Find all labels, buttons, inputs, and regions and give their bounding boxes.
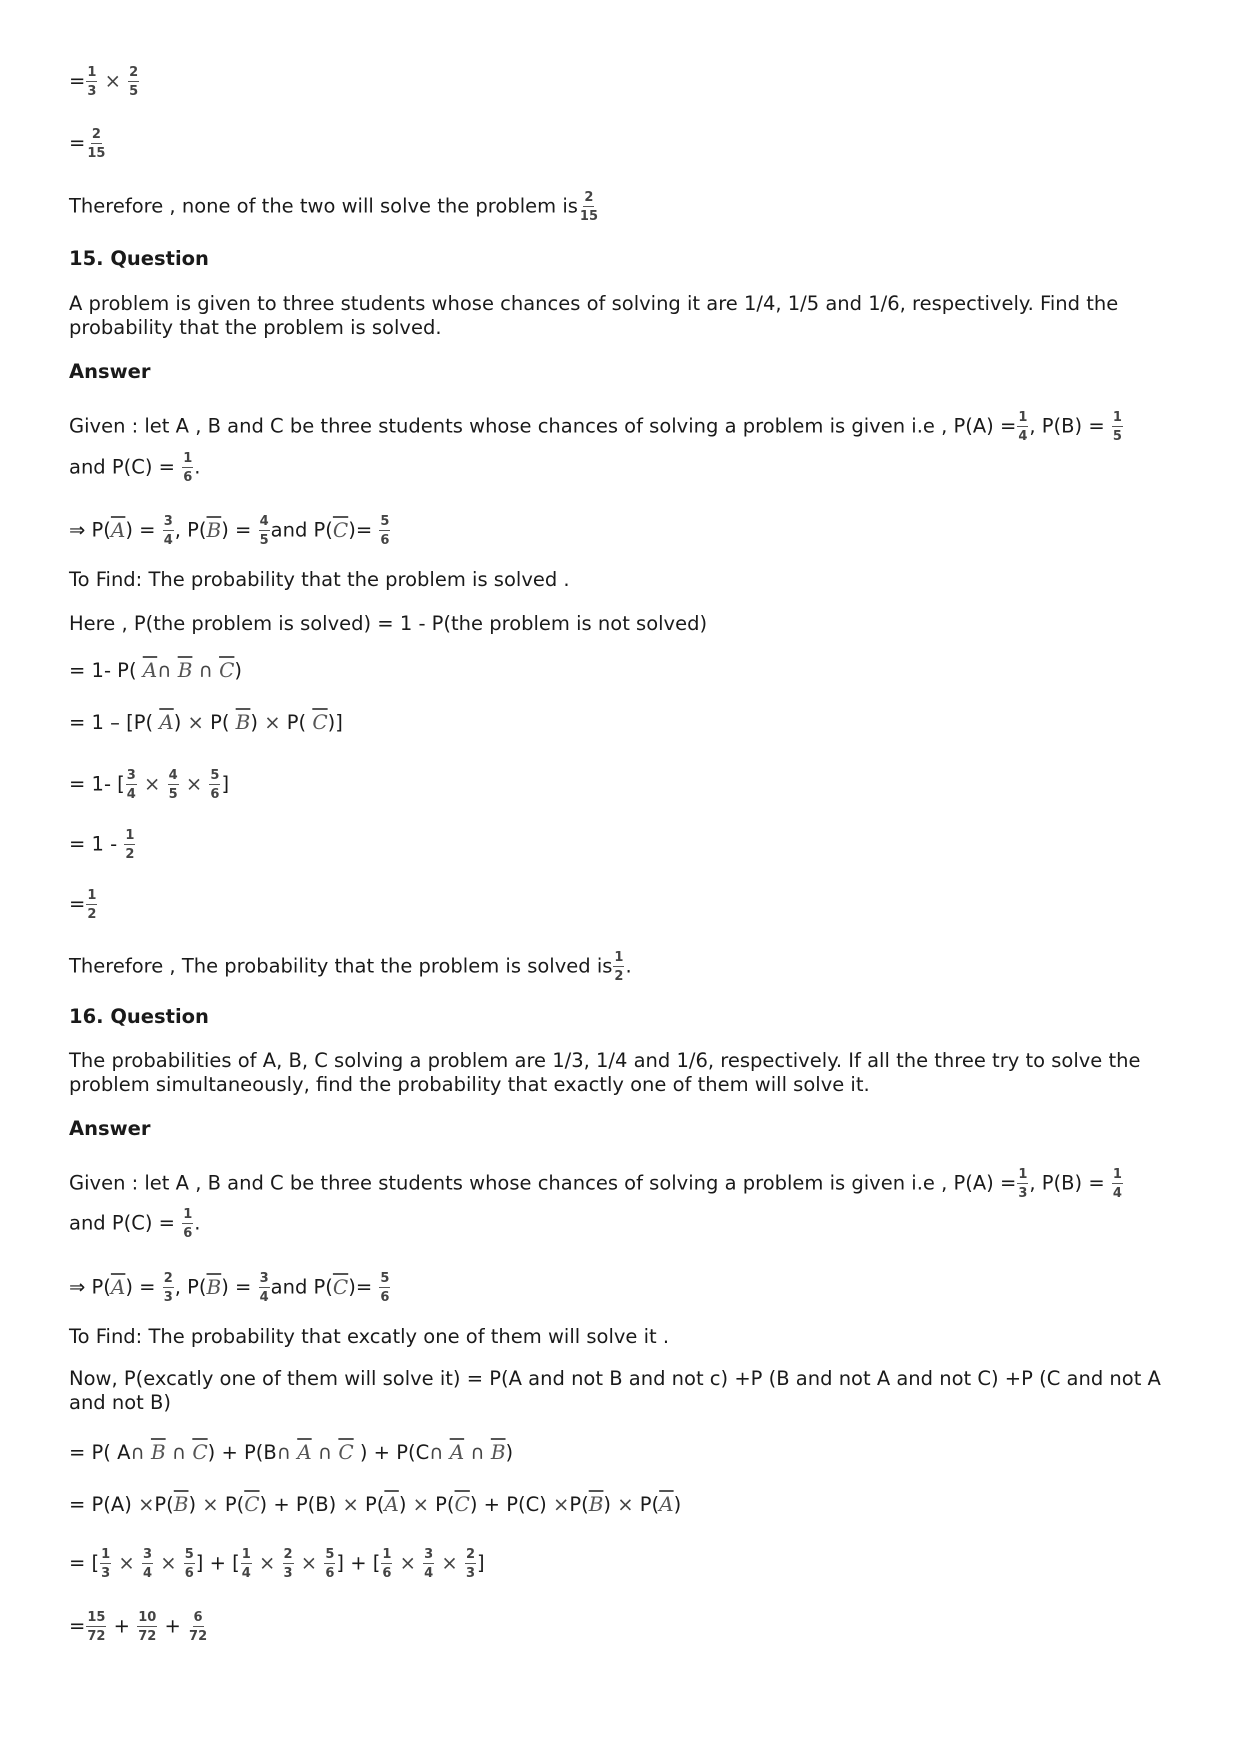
- complement-symbol: $\overline{C}$: [244, 1492, 260, 1516]
- conclusion-text: Therefore , none of the two will solve the problem is: [69, 194, 578, 218]
- complement-symbol: $\overline{A}$: [449, 1440, 465, 1464]
- fraction-numerator: 1: [1112, 1167, 1122, 1182]
- math-text: +: [113, 1614, 130, 1638]
- fraction-numerator: 1: [183, 1207, 193, 1222]
- fraction-denominator: 4: [142, 1566, 152, 1581]
- math-text: ) =: [221, 518, 252, 542]
- math-text: ]: [476, 1551, 485, 1575]
- fraction-numerator: 5: [380, 514, 390, 529]
- fraction: [184, 1548, 195, 1580]
- fraction-numerator: 1: [1018, 410, 1028, 425]
- question-16-heading: 16. Question: [69, 1005, 209, 1028]
- fraction-numerator: 5: [325, 1547, 335, 1562]
- math-operator: ∩: [171, 1441, 187, 1464]
- fraction-numerator: 5: [380, 1271, 390, 1286]
- fraction-denominator: 6: [183, 470, 193, 485]
- q16-step-3: [69, 1548, 1180, 1580]
- math-text: = 1- P(: [69, 659, 137, 682]
- fraction-numerator: 2: [163, 1271, 173, 1286]
- math-text: = 1- [: [69, 772, 125, 796]
- q16-step-4: [69, 1611, 1180, 1643]
- math-text: ): [673, 1493, 682, 1516]
- math-operator: ×: [144, 772, 161, 796]
- question-15-text: A problem is given to three students whose chances of solving it are 1/4, 1/5 and 1/6, respectively. Find the probability that the problem is solved.: [69, 292, 1119, 339]
- fraction-denominator: 72: [189, 1629, 208, 1644]
- fraction-denominator: 6: [380, 533, 390, 548]
- complement-symbol: $\overline{A}$: [384, 1492, 399, 1516]
- q14-step-2: [69, 128, 1180, 160]
- q15-complements: [69, 515, 1180, 547]
- q16-step-1: [69, 1440, 1180, 1465]
- fraction-numerator: 3: [126, 768, 136, 783]
- fraction-denominator: 6: [380, 1290, 390, 1305]
- fraction-numerator: 1: [87, 65, 97, 80]
- fraction-denominator: 4: [424, 1566, 434, 1581]
- math-operator: ∩: [157, 659, 172, 682]
- fraction-numerator: 1: [87, 888, 97, 903]
- complement-symbol: $\overline{B}$: [173, 1492, 189, 1516]
- fraction-denominator: 6: [183, 1226, 193, 1241]
- math-text: ) + P(C): [469, 1493, 547, 1516]
- fraction-denominator: 5: [129, 84, 139, 99]
- math-text: = [: [69, 1551, 100, 1575]
- math-operator: ×: [412, 1493, 429, 1516]
- q15-step-5: [69, 889, 1180, 921]
- math-operator: ∩: [198, 659, 213, 682]
- fraction-numerator: 5: [210, 768, 220, 783]
- math-operator: ×: [138, 1493, 155, 1516]
- fraction-numerator: 1: [382, 1547, 392, 1562]
- fraction: [579, 191, 599, 223]
- fraction: [1112, 411, 1123, 443]
- question-15-heading: 15. Question: [69, 247, 209, 270]
- complement-symbol: $\overline{C}$: [192, 1440, 208, 1464]
- equals: =: [69, 69, 86, 93]
- complement-symbol: $\overline{B}$: [490, 1440, 506, 1464]
- math-text: P(: [435, 1493, 455, 1516]
- fraction: [182, 452, 193, 484]
- math-operator: ×: [300, 1551, 318, 1575]
- math-text: ) =: [125, 518, 156, 542]
- fraction-denominator: 3: [1018, 1186, 1028, 1201]
- fraction: [379, 1272, 390, 1304]
- fraction-numerator: 2: [283, 1547, 293, 1562]
- complement-symbol: $\overline{C}$: [338, 1440, 354, 1464]
- math-text: .: [194, 455, 201, 479]
- q15-step-3: [69, 769, 1180, 801]
- complement-symbol: $\overline{B}$: [206, 517, 222, 542]
- fraction: [381, 1548, 392, 1580]
- fraction-denominator: 4: [1018, 429, 1028, 444]
- math-operator: ×: [202, 1493, 219, 1516]
- math-text: +: [164, 1614, 181, 1638]
- fraction-denominator: 72: [138, 1629, 157, 1644]
- fraction-numerator: 2: [584, 190, 594, 205]
- fraction-numerator: 4: [259, 514, 269, 529]
- fraction-numerator: 1: [614, 950, 624, 965]
- math-operator: ×: [399, 1551, 416, 1575]
- math-operator: ×: [118, 1551, 135, 1575]
- fraction-numerator: 1: [1112, 410, 1122, 425]
- fraction-numerator: 3: [259, 1271, 269, 1286]
- fraction: [100, 1548, 111, 1580]
- math-text: ) =: [125, 1275, 156, 1299]
- complement-symbol: $\overline{A}$: [659, 1492, 674, 1516]
- math-text: = P( A: [69, 1441, 131, 1464]
- fraction-denominator: 5: [168, 787, 178, 802]
- fraction-denominator: 3: [465, 1566, 475, 1581]
- fraction-numerator: 1: [183, 451, 193, 466]
- fraction-denominator: 2: [125, 847, 135, 862]
- math-text: ⇒ P(: [69, 1275, 111, 1299]
- math-text: = P(A): [69, 1493, 132, 1516]
- fraction: [168, 769, 179, 801]
- math-text: P(: [154, 1493, 174, 1516]
- math-operator: ∩: [429, 1441, 444, 1464]
- fraction-denominator: 4: [1112, 1186, 1122, 1201]
- fraction-denominator: 3: [87, 84, 97, 99]
- q16-now: Now, P(excatly one of them will solve it) = P(A and not B and not c) +P (B and not A and not C) +P (C and not A and not B): [69, 1367, 1161, 1414]
- fraction: [1017, 1168, 1028, 1200]
- q16-to-find: To Find: The probability that excatly one of them will solve it .: [69, 1325, 670, 1348]
- fraction-denominator: 4: [163, 533, 173, 548]
- fraction: [259, 1272, 270, 1304]
- fraction-denominator: 6: [325, 1566, 335, 1581]
- complement-symbol: $\overline{C}$: [219, 658, 235, 682]
- complement-symbol: $\overline{B}$: [177, 658, 193, 682]
- math-text: ) + P(B): [259, 1493, 337, 1516]
- complement-symbol: $\overline{B}$: [235, 710, 251, 734]
- fraction: [379, 515, 390, 547]
- fraction-numerator: 1: [101, 1547, 111, 1562]
- math-text: P(: [569, 1493, 589, 1516]
- fraction-denominator: 6: [382, 1566, 392, 1581]
- math-text: and P(: [270, 518, 333, 542]
- math-operator: ∩: [276, 1441, 292, 1464]
- math-text: , P(B) =: [1029, 1171, 1105, 1195]
- answer-15-label: Answer: [69, 360, 151, 383]
- complement-symbol: $\overline{A}$: [142, 658, 158, 682]
- math-text: )]: [327, 711, 343, 734]
- math-operator: ×: [342, 1493, 359, 1516]
- math-text: ) =: [221, 1275, 252, 1299]
- fraction: [209, 769, 220, 801]
- q14-conclusion: [69, 191, 1180, 223]
- fraction: [283, 1548, 294, 1580]
- q16-given-cont: [69, 1208, 1180, 1240]
- fraction: [423, 1548, 434, 1580]
- question-16-text: The probabilities of A, B, C solving a problem are 1/3, 1/4 and 1/6, respectively. If all the three try to solve the problem simultaneously, find the probability that exactly one of them will solve it.: [69, 1049, 1141, 1096]
- complement-symbol: $\overline{A}$: [110, 517, 126, 542]
- math-operator: ×: [185, 772, 203, 796]
- math-text: ): [250, 711, 258, 734]
- math-text: ) + P(C: [359, 1441, 430, 1464]
- fraction-numerator: 6: [193, 1610, 203, 1625]
- complement-symbol: $\overline{C}$: [312, 710, 328, 734]
- fraction-numerator: 1: [241, 1547, 251, 1562]
- math-text: .: [194, 1211, 201, 1235]
- math-text: , P(: [174, 1275, 207, 1299]
- complement-symbol: $\overline{B}$: [150, 1440, 166, 1464]
- fraction-denominator: 3: [101, 1566, 111, 1581]
- fraction: [86, 128, 106, 160]
- complement-symbol: $\overline{C}$: [332, 517, 349, 542]
- fraction: [613, 951, 624, 983]
- math-text: P(: [639, 1493, 660, 1516]
- q15-step-2: [69, 710, 1180, 735]
- fraction-denominator: 6: [210, 787, 220, 802]
- math-text: ): [505, 1441, 514, 1464]
- fraction-denominator: 4: [126, 787, 136, 802]
- fraction: [128, 66, 139, 98]
- math-text: ) + P(B: [207, 1441, 277, 1464]
- math-text: P(: [210, 711, 230, 734]
- fraction-numerator: 3: [142, 1547, 152, 1562]
- math-operator: ∩: [130, 1441, 145, 1464]
- math-text: ): [188, 1493, 197, 1516]
- fraction-denominator: 3: [283, 1566, 293, 1581]
- math-operator: ×: [553, 1493, 570, 1516]
- fraction-denominator: 15: [87, 146, 106, 161]
- q15-here: Here , P(the problem is solved) = 1 - P(the problem is not solved): [69, 612, 708, 635]
- fraction-denominator: 5: [1112, 429, 1122, 444]
- fraction-denominator: 72: [87, 1629, 106, 1644]
- fraction: [124, 829, 135, 861]
- math-operator: ×: [617, 1493, 634, 1516]
- fraction: [163, 1272, 174, 1304]
- q15-given-cont: [69, 452, 1180, 484]
- fraction: [241, 1548, 252, 1580]
- fraction: [86, 889, 97, 921]
- q14-step-1: [69, 66, 1180, 98]
- fraction-denominator: 4: [241, 1566, 251, 1581]
- math-text: = 1 -: [69, 832, 118, 856]
- fraction-numerator: 3: [163, 514, 173, 529]
- math-operator: ×: [264, 711, 281, 734]
- math-text: and P(C) =: [69, 455, 176, 479]
- math-text: , P(: [174, 518, 207, 542]
- fraction-numerator: 5: [184, 1547, 194, 1562]
- math-text: ): [398, 1493, 407, 1516]
- fraction: [188, 1611, 208, 1643]
- math-text: )=: [348, 1275, 373, 1299]
- math-text: = 1 – [P(: [69, 711, 154, 734]
- math-text: ] + [: [195, 1551, 240, 1575]
- math-text: and P(C) =: [69, 1211, 176, 1235]
- q15-step-4: [69, 829, 1180, 861]
- fraction-denominator: 3: [163, 1290, 173, 1305]
- fraction: [86, 1611, 106, 1643]
- math-operator: ×: [259, 1551, 276, 1575]
- fraction: [465, 1548, 476, 1580]
- fraction-denominator: 5: [259, 533, 269, 548]
- equals: =: [69, 131, 86, 155]
- math-text: =: [69, 892, 86, 916]
- math-text: ⇒ P(: [69, 518, 111, 542]
- q16-complements: [69, 1272, 1180, 1304]
- complement-symbol: $\overline{B}$: [588, 1492, 604, 1516]
- fraction-numerator: 2: [465, 1547, 475, 1562]
- fraction-numerator: 2: [129, 65, 139, 80]
- times-sign: ×: [104, 69, 121, 93]
- fraction-numerator: 1: [125, 828, 135, 843]
- fraction: [86, 66, 97, 98]
- fraction: [182, 1208, 193, 1240]
- math-text: ): [603, 1493, 612, 1516]
- fraction: [259, 515, 270, 547]
- fraction-numerator: 2: [91, 127, 101, 142]
- fraction-numerator: 15: [87, 1610, 106, 1625]
- complement-symbol: $\overline{B}$: [206, 1274, 222, 1299]
- q15-conclusion: [69, 951, 1180, 983]
- math-text: ] + [: [336, 1551, 381, 1575]
- math-operator: ×: [160, 1551, 177, 1575]
- math-text: ): [173, 711, 182, 734]
- q16-step-2: [69, 1492, 1180, 1517]
- math-text: Given : let A , B and C be three students whose chances of solving a problem is given i.e , P(A) =: [69, 1171, 1017, 1195]
- math-operator: ∩: [470, 1441, 485, 1464]
- math-text: =: [69, 1614, 86, 1638]
- fraction: [137, 1611, 157, 1643]
- fraction-denominator: 15: [579, 209, 598, 224]
- fraction: [1017, 411, 1028, 443]
- math-text: )=: [348, 518, 373, 542]
- fraction-denominator: 4: [259, 1290, 269, 1305]
- math-text: Given : let A , B and C be three students whose chances of solving a problem is given i.e , P(A) =: [69, 414, 1017, 438]
- fraction-numerator: 3: [424, 1547, 434, 1562]
- fraction: [163, 515, 174, 547]
- q16-given: [69, 1168, 1180, 1200]
- fraction-numerator: 1: [1018, 1167, 1028, 1182]
- complement-symbol: $\overline{C}$: [454, 1492, 470, 1516]
- math-text: P(: [224, 1493, 245, 1516]
- math-text: , P(B) =: [1029, 414, 1105, 438]
- math-text: and P(: [270, 1275, 333, 1299]
- fraction: [1112, 1168, 1123, 1200]
- math-operator: ×: [187, 711, 204, 734]
- fraction-numerator: 10: [138, 1610, 157, 1625]
- complement-symbol: $\overline{A}$: [297, 1440, 312, 1464]
- fraction-denominator: 6: [184, 1566, 194, 1581]
- fraction-numerator: 4: [168, 768, 178, 783]
- q15-given: [69, 411, 1180, 443]
- math-text: Therefore , The probability that the problem is solved is: [69, 954, 613, 978]
- math-text: ]: [221, 772, 230, 796]
- q15-to-find: To Find: The probability that the problem is solved .: [69, 568, 570, 591]
- math-text: ): [234, 659, 242, 682]
- math-operator: ∩: [317, 1441, 333, 1464]
- complement-symbol: $\overline{C}$: [332, 1274, 349, 1299]
- fraction: [142, 1548, 153, 1580]
- math-text: P(: [286, 711, 307, 734]
- fraction: [126, 769, 137, 801]
- answer-16-label: Answer: [69, 1117, 151, 1140]
- fraction: [324, 1548, 335, 1580]
- math-operator: ×: [441, 1551, 458, 1575]
- complement-symbol: $\overline{A}$: [110, 1274, 126, 1299]
- q15-step-1: [69, 658, 1180, 683]
- complement-symbol: $\overline{A}$: [159, 710, 174, 734]
- math-text: .: [625, 954, 632, 978]
- fraction-denominator: 2: [87, 907, 97, 922]
- fraction-denominator: 2: [614, 969, 624, 984]
- math-text: P(: [364, 1493, 385, 1516]
